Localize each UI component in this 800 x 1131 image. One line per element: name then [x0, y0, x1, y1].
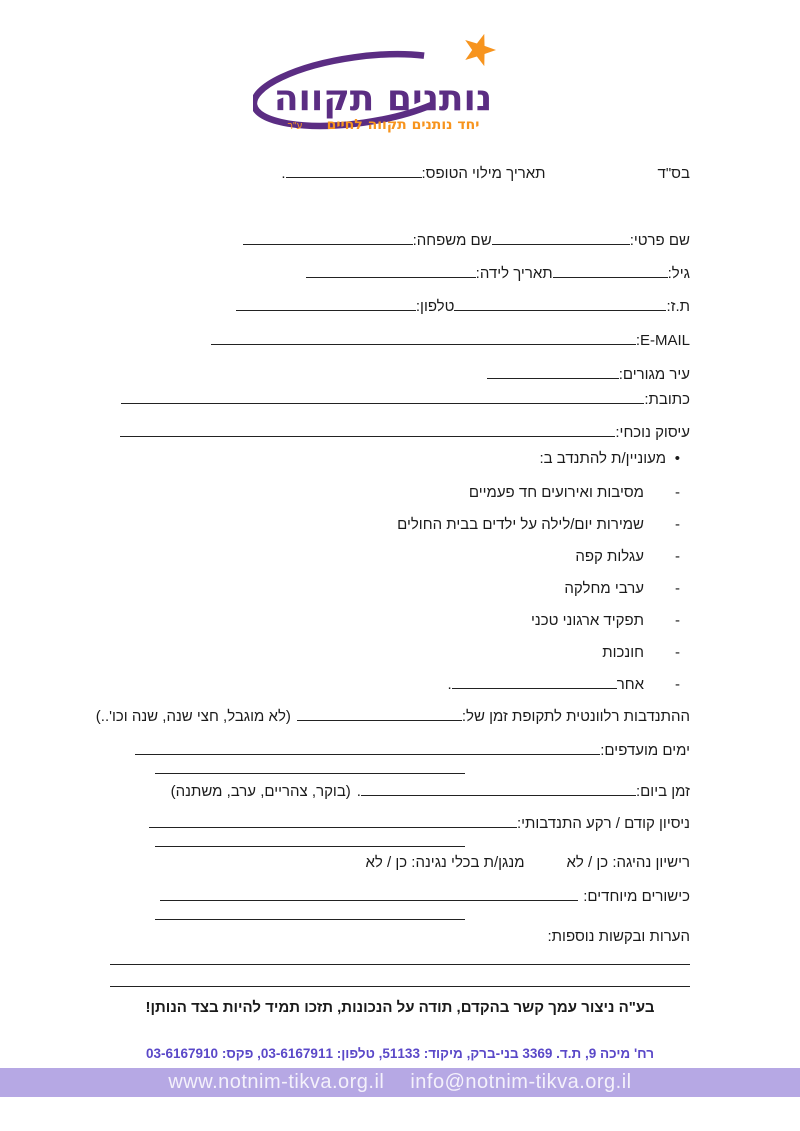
occupation-row: [110, 424, 690, 442]
address-row: [110, 391, 690, 409]
volunteer-header-label: מעוניין/ת להתנדב ב:: [539, 450, 666, 467]
id-number-label: ת.ז:: [666, 298, 690, 315]
city-row: [110, 366, 690, 384]
email-line: [211, 333, 636, 345]
age-label: גיל:: [667, 265, 690, 282]
license-row: [110, 854, 690, 872]
option-hospital-watch: שמירות יום/לילה על ילדים בבית החולים: [397, 516, 644, 533]
time-of-day-note: (בוקר, צהריים, ערב, משתנה): [170, 783, 351, 800]
email-label: E-MAIL:: [635, 332, 690, 349]
skills-line: [160, 889, 578, 901]
dash-marker: -: [675, 612, 680, 629]
experience-line: [149, 816, 517, 828]
id-row: [110, 298, 690, 316]
bullet-icon: •: [674, 450, 680, 467]
option-other-suffix: .: [447, 676, 452, 693]
contact-info: רח' מיכה 9, ת.ד. 3369 בני-ברק, מיקוד: 51133, טלפון: 03-6167911, פקס: 03-6167910: [146, 1046, 654, 1061]
dash-marker: -: [675, 676, 680, 693]
first-name-label: שם פרטי:: [629, 232, 690, 249]
phone-label: טלפון:: [415, 298, 455, 315]
form-date-suffix: .: [281, 165, 286, 182]
experience-row: [110, 815, 690, 833]
driving-license-label: רישיון נהיגה: כן / לא: [566, 854, 690, 871]
address-line: [121, 392, 644, 404]
volunteer-option-row: [110, 612, 690, 630]
dash-marker: -: [675, 484, 680, 501]
phone-line: [236, 299, 416, 311]
option-parties: מסיבות ואירועים חד פעמיים: [468, 484, 644, 501]
email-row: [110, 332, 690, 350]
volunteer-option-row: [110, 516, 690, 534]
time-of-day-suffix: .: [356, 783, 361, 800]
skills-line-continued: [155, 910, 465, 920]
birth-date-line: [306, 266, 476, 278]
closing-message: בע"ה ניצור עמך קשר בהקדם, תודה על הנכונות, תזכו תמיד להיות בצד הנותן!: [145, 999, 655, 1016]
option-coffee-carts: עגלות קפה: [575, 548, 644, 565]
comments-line-2: [110, 977, 690, 987]
last-name-label: שם משפחה:: [412, 232, 492, 249]
skills-row: [110, 888, 690, 906]
option-other-line: [452, 677, 617, 689]
skills-label: כישורים מיוחדים:: [583, 888, 690, 905]
option-mentoring: חונכות: [602, 644, 644, 661]
duration-note: (לא מוגבל, חצי שנה, שנה וכו'..): [95, 708, 291, 725]
address-label: כתובת:: [644, 391, 690, 408]
logo-tagline: יחד נותנים תקווה לחיים: [326, 117, 479, 133]
time-of-day-line: [361, 784, 636, 796]
duration-label: ההתנדבות רלוונטית לתקופת זמן של:: [461, 708, 690, 725]
last-name-line: [243, 233, 413, 245]
volunteer-option-row: [110, 484, 690, 502]
time-of-day-row: [110, 783, 690, 801]
option-other-label: אחר: [616, 676, 644, 693]
city-line: [487, 367, 619, 379]
volunteer-option-row: [110, 548, 690, 566]
logo-graphic: [253, 30, 498, 134]
logo-org-type: ע"ר: [287, 121, 302, 132]
dash-marker: -: [675, 548, 680, 565]
dash-marker: -: [675, 516, 680, 533]
volunteer-option-other-row: [110, 676, 690, 694]
form-date-line: [286, 166, 422, 178]
occupation-line: [120, 425, 615, 437]
experience-line-continued: [155, 837, 465, 847]
header-row: [110, 165, 690, 183]
first-name-line: [492, 233, 630, 245]
name-row: [110, 232, 690, 250]
org-logo: [253, 0, 498, 139]
option-technical-role: תפקיד ארגוני טכני: [531, 612, 644, 629]
city-label: עיר מגורים:: [618, 366, 690, 383]
preferred-days-line-continued: [155, 764, 465, 774]
dash-marker: -: [675, 580, 680, 597]
id-number-line: [454, 299, 666, 311]
duration-row: [95, 708, 690, 726]
age-line: [553, 266, 668, 278]
instrument-label: מנגן/ת בכלי נגינה: כן / לא: [365, 854, 525, 871]
experience-label: ניסיון קודם / רקע התנדבותי:: [516, 815, 690, 832]
volunteer-option-row: [110, 580, 690, 598]
comments-line-1: [110, 955, 690, 965]
preferred-days-line: [135, 743, 600, 755]
form-date-label: תאריך מילוי הטופס:: [421, 165, 546, 182]
occupation-label: עיסוק נוכחי:: [615, 424, 690, 441]
age-row: [110, 265, 690, 283]
dash-marker: -: [675, 644, 680, 661]
star-icon: [459, 30, 498, 68]
email-link[interactable]: info@notnim-tikva.org.il: [410, 1071, 632, 1093]
preferred-days-label: ימים מועדפים:: [600, 742, 690, 759]
option-ward-evenings: ערבי מחלקה: [564, 580, 644, 597]
preferred-days-row: [110, 742, 690, 760]
duration-line: [297, 709, 462, 721]
comments-row: [110, 928, 690, 946]
birth-date-label: תאריך לידה:: [475, 265, 553, 282]
logo-title: נותנים תקווה: [273, 78, 492, 119]
volunteer-option-row: [110, 644, 690, 662]
volunteer-header-row: [110, 450, 690, 468]
comments-label: הערות ובקשות נוספות:: [547, 928, 690, 945]
footer-banner: [0, 1068, 800, 1097]
website-link[interactable]: www.notnim-tikva.org.il: [168, 1071, 385, 1093]
bsd-label: בס"ד: [657, 165, 690, 182]
time-of-day-label: זמן ביום:: [635, 783, 690, 800]
